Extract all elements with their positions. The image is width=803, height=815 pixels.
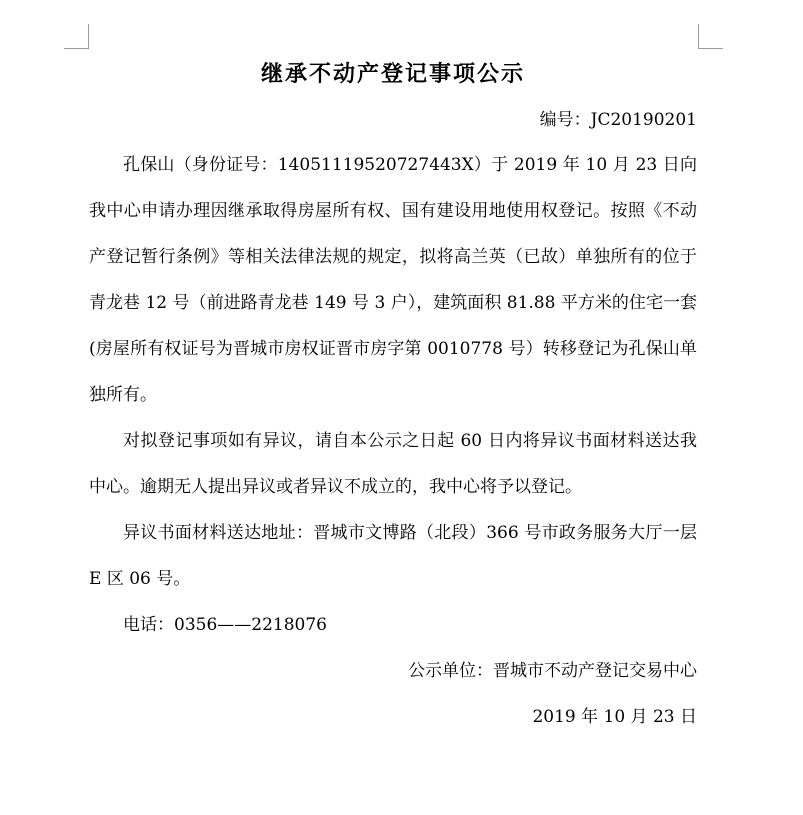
document-page xyxy=(89,54,697,740)
crop-mark-top-left xyxy=(64,24,89,49)
document-title: 继承不动产登记事项公示 xyxy=(260,61,525,87)
phone-line: 电话：0356——2218076 xyxy=(123,615,327,635)
date-line: 2019 年 10 月 23 日 xyxy=(532,707,697,727)
body-paragraph-address: 异议书面材料送达地址：晋城市文博路（北段）366 号市政务服务大厅一层 E 区 06 号。 xyxy=(89,523,697,589)
body-paragraph-application: 孔保山（身份证号：14051119520727443X）于 2019 年 10 月 23 日向我中心申请办理因继承取得房屋所有权、国有建设用地使用权登记。按照《不动产登记暂行条例》等相关法律法规的规定，拟将高兰英（已故）单独所有的位于青龙巷 12 号（前进路青龙巷 149 号 3 户），建筑面积 81.88 平方米的住宅一套(房屋所有权证号为晋城市房权证晋市房字第 0010778 号）转移登记为孔保山单独所有。 xyxy=(89,155,697,405)
body-paragraph-objection: 对拟登记事项如有异议，请自本公示之日起 60 日内将异议书面材料送达我中心。逾期无人提出异议或者异议不成立的，我中心将予以登记。 xyxy=(89,431,697,497)
issuer-line: 公示单位：晋城市不动产登记交易中心 xyxy=(408,661,697,681)
crop-mark-top-right xyxy=(698,24,723,49)
document-number: 编号：JC20190201 xyxy=(539,110,697,130)
